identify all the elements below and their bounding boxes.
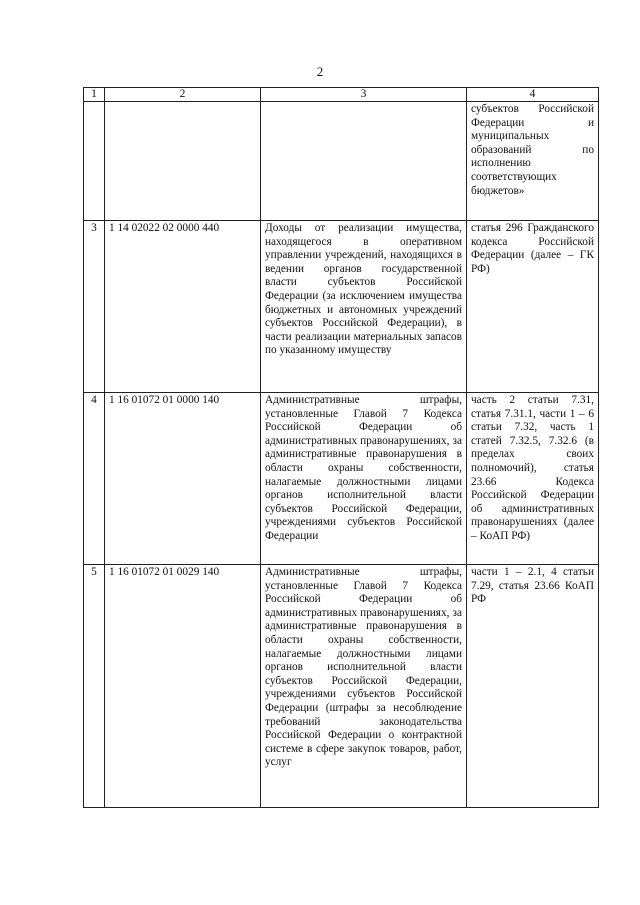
basis-cell: часть 2 статьи 7.31, статья 7.31.1, части 1 – 6 статьи 7.32, часть 1 статей 7.32.5, 7.32.6 (в пределах своих полномочий), статья 23.66 Кодекса Российской Федерации об административных правонарушениях (далее – КоАП РФ)	[467, 393, 599, 565]
header-cell: 2	[105, 88, 261, 102]
header-cell: 1	[84, 88, 105, 102]
name-cell: Административные штрафы, установленные Главой 7 Кодекса Российской Федерации об административных правонарушениях, за административные правонарушения в области охраны собственности, налагаемые должностными лицами органов исполнительной власти субъектов Российской Федерации, учреждениями субъектов Российской Федерации	[261, 393, 467, 565]
row-number-cell: 4	[84, 393, 105, 565]
basis-cell: субъектов Российской Федерации и муниципальных образований по исполнению соответствующих бюджетов»	[467, 102, 599, 221]
row-number-cell: 3	[84, 221, 105, 393]
table-row	[84, 221, 599, 393]
code-cell	[105, 102, 261, 221]
basis-cell: статья 296 Гражданского кодекса Российской Федерации (далее – ГК РФ)	[467, 221, 599, 393]
name-cell: Доходы от реализации имущества, находящегося в оперативном управлении учреждений, находящихся в ведении органов государственной власти субъектов Российской Федерации (за исключением имущества бюджетных и автономных учреждений субъектов Российской Федерации), в части реализации материальных запасов по указанному имуществу	[261, 221, 467, 393]
table-row	[84, 102, 599, 221]
table-header-row	[84, 88, 599, 102]
name-cell: Административные штрафы, установленные Главой 7 Кодекса Российской Федерации об административных правонарушениях, за административные правонарушения в области охраны собственности, налагаемые должностными лицами органов исполнительной власти субъектов Российской Федерации, учреждениями субъектов Российской Федерации (штрафы за несоблюдение требований законодательства Российской Федерации о контрактной системе в сфере закупок товаров, работ, услуг	[261, 565, 467, 808]
page-number: 2	[316, 64, 324, 79]
header-cell: 3	[261, 88, 467, 102]
code-cell: 1 14 02022 02 0000 440	[105, 221, 261, 393]
header-cell: 4	[467, 88, 599, 102]
basis-cell: части 1 – 2.1, 4 статьи 7.29, статья 23.66 КоАП РФ	[467, 565, 599, 808]
table-row	[84, 393, 599, 565]
row-number-cell: 5	[84, 565, 105, 808]
revenue-codes-table	[83, 87, 599, 808]
name-cell	[261, 102, 467, 221]
table-row	[84, 565, 599, 808]
code-cell: 1 16 01072 01 0029 140	[105, 565, 261, 808]
code-cell: 1 16 01072 01 0000 140	[105, 393, 261, 565]
row-number-cell	[84, 102, 105, 221]
